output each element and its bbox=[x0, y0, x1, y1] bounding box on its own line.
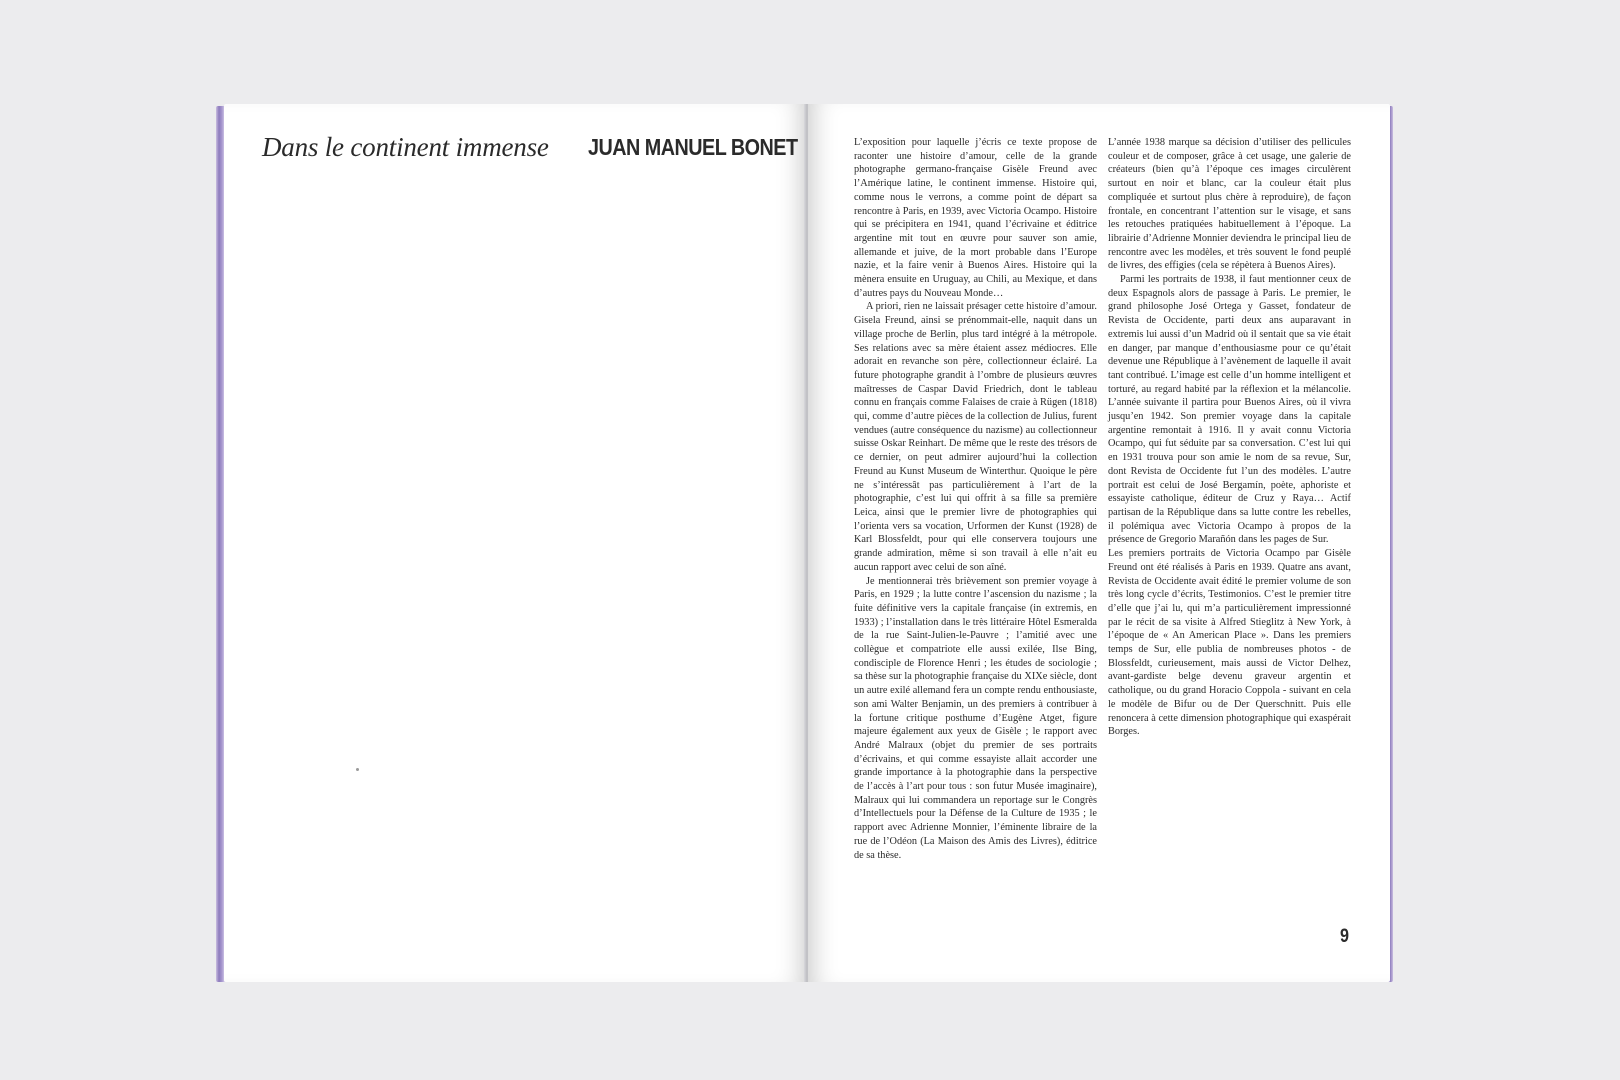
left-page bbox=[224, 104, 806, 982]
paragraph: L’année 1938 marque sa décision d’utiliser des pellicules couleur et de composer, grâce à cet usage, une galerie de créateurs (bien qu’à l’époque ces images circulèrent surtout en noir et blanc, car la couleur était plus compliquée et surtout plus chère à reproduire), de façon frontale, en concentrant l’attention sur le visage, et sans les retouches pratiquées habituellement à l’époque. La librairie d’Adrienne Monnier deviendra le principal lieu de rencontre avec les modèles, et très souvent le fond peuplé de livres, des effigies (cela se répètera à Buenos Aires). bbox=[1108, 137, 1351, 272]
right-page bbox=[808, 104, 1390, 982]
article-author: JUAN MANUEL BONET bbox=[588, 134, 798, 160]
paper-speck bbox=[356, 768, 359, 771]
page-number: 9 bbox=[1340, 926, 1349, 947]
paragraph: Je mentionnerai très brièvement son premier voyage à Paris, en 1929 ; la lutte contre l’ascension du nazisme ; la fuite définitive vers la capitale française (in extremis, en 1933) ; l’installation dans le très littéraire Hôtel Esmeralda de la rue Saint-Julien-le-Pauvre ; l’amitié avec une collègue et compatriote elle aussi exilée, Ilse Bing, condisciple de Florence Henri ; les études de sociologie ; sa thèse sur la photographie française du XIXe siècle, dont un autre exilé allemand fera un compte rendu enthousiaste, son ami Walter Benjamin, un des premiers à contribuer à la fortune critique posthume d’Eugène Atget, figure majeure également aux yeux de Gisèle ; le rapport avec André Malraux (objet du premier de ses portraits d’écrivains, et qui comme essayiste allait accorder une grande importance à la photographie dans la perspective de l’accès à l’art pour tous : son futur Musée imaginaire), Malraux qui lui commandera un reportage sur le Congrès d’Intellectuels pour la Défense de la Culture de 1935 ; le rapport avec Adrienne Monnier, l’éminente libraire de la rue de l’Odéon (La Maison des Amis des Livres), éditrice de sa thèse. bbox=[854, 575, 1097, 861]
paragraph: Les premiers portraits de Victoria Ocampo par Gisèle Freund ont été réalisés à Paris en 1939. Quatre ans avant, Revista de Occidente avait édité le premier volume de son très long cycle d’écrits, Testimonios. C’est le premier titre d’elle que j’ai lu, qui m’a particulièrement impressionné par le récit de sa visite à Alfred Stieglitz à New York, à l’époque de « An American Place ». Dans les premiers temps de Sur, elle publia de nombreuses photos - de Blossfeldt, curieusement, mais aussi de Victor Delhez, avant-gardiste belge devenu graveur argentin et catholique, ou du grand Horacio Coppola - suivant en cela le modèle de Bifur ou de Der Querschnitt. Puis elle renoncera à cette dimension photographique qui exaspérait Borges. bbox=[1108, 548, 1351, 738]
paragraph: L’exposition pour laquelle j’écris ce texte propose de raconter une histoire d’amour, celle de la grande photographe germano-française Gisèle Freund avec l’Amérique latine, le continent immense. Histoire qui, comme nous le verrons, a comme point de départ sa rencontre à Paris, en 1939, avec Victoria Ocampo. Histoire qui se précipitera en 1941, quand l’écrivaine et éditrice argentine mit tout en œuvre pour sauver son amie, allemande et juive, de la mort probable dans l’Europe nazie, et la faire venir à Buenos Aires. Histoire qui la mènera ensuite en Uruguay, au Chili, au Mexique, et dans d’autres pays du Nouveau Monde… bbox=[854, 137, 1097, 299]
paragraph: Parmi les portraits de 1938, il faut mentionner ceux de deux Espagnols alors de passage à Paris. Le premier, le grand philosophe José Ortega y Gasset, fondateur de Revista de Occidente, parti deux ans auparavant in extremis lui aussi d’un Madrid où il sentait que sa vie était en danger, par manque d’enthousiasme pour ce qu’était devenue une République à l’avènement de laquelle il avait tant contribué. L’image est celle d’un homme intelligent et torturé, au regard habité par la réflexion et la mélancolie. L’année suivante il partira pour Buenos Aires, où il vivra jusqu’en 1942. Son premier voyage dans la capitale argentine remontait à 1916. Il y avait connu Victoria Ocampo, qui fut séduite par sa conversation. C’est lui qui en 1931 trouva pour son amie le nom de sa revue, Sur, dont Revista de Occidente fut l’un des modèles. L’autre portrait est celui de José Bergamín, poète, aphoriste et essayiste catholique, éditeur de Cruz y Raya… Actif partisan de la République dans sa lutte contre les rebelles, il polémiqua avec Victoria Ocampo à propos de la présence de Gregorio Marañón dans les pages de Sur. bbox=[1108, 274, 1351, 546]
article-title: Dans le continent immense bbox=[262, 132, 549, 162]
paragraph: A priori, rien ne laissait présager cette histoire d’amour. Gisela Freund, ainsi se prénommait-elle, naquit dans un village proche de Berlin, plus tard intégré à la métropole. Ses relations avec sa mère étaient assez médiocres. Elle adorait en revanche son père, collectionneur éclairé. La future photographe grandit à l’ombre de plusieurs œuvres maîtresses de Caspar David Friedrich, dont le tableau connu en français comme Falaises de craie à Rügen (1818) qui, comme d’autre pièces de la collection de Julius, furent vendues (autre conséquence du nazisme) au collectionneur suisse Oskar Reinhart. De même que le reste des trésors de ce dernier, on peut admirer aujourd’hui la collection Freund au Kunst Museum de Winterthur. Quoique le père ne s’intéressât pas particulièrement à l’art de la photographie, c’est lui qui offrit à sa fille sa première Leica, ainsi que le premier livre de photographies qui l’orienta vers sa vocation, Urformen der Kunst (1928) de Karl Blossfeldt, pour qui elle conservera toujours une grande admiration, même si son travail à elle n’ait eu aucun rapport avec celui de son aîné. bbox=[854, 301, 1097, 573]
text-column-2 bbox=[1108, 136, 1351, 739]
text-column-1 bbox=[854, 136, 1097, 862]
